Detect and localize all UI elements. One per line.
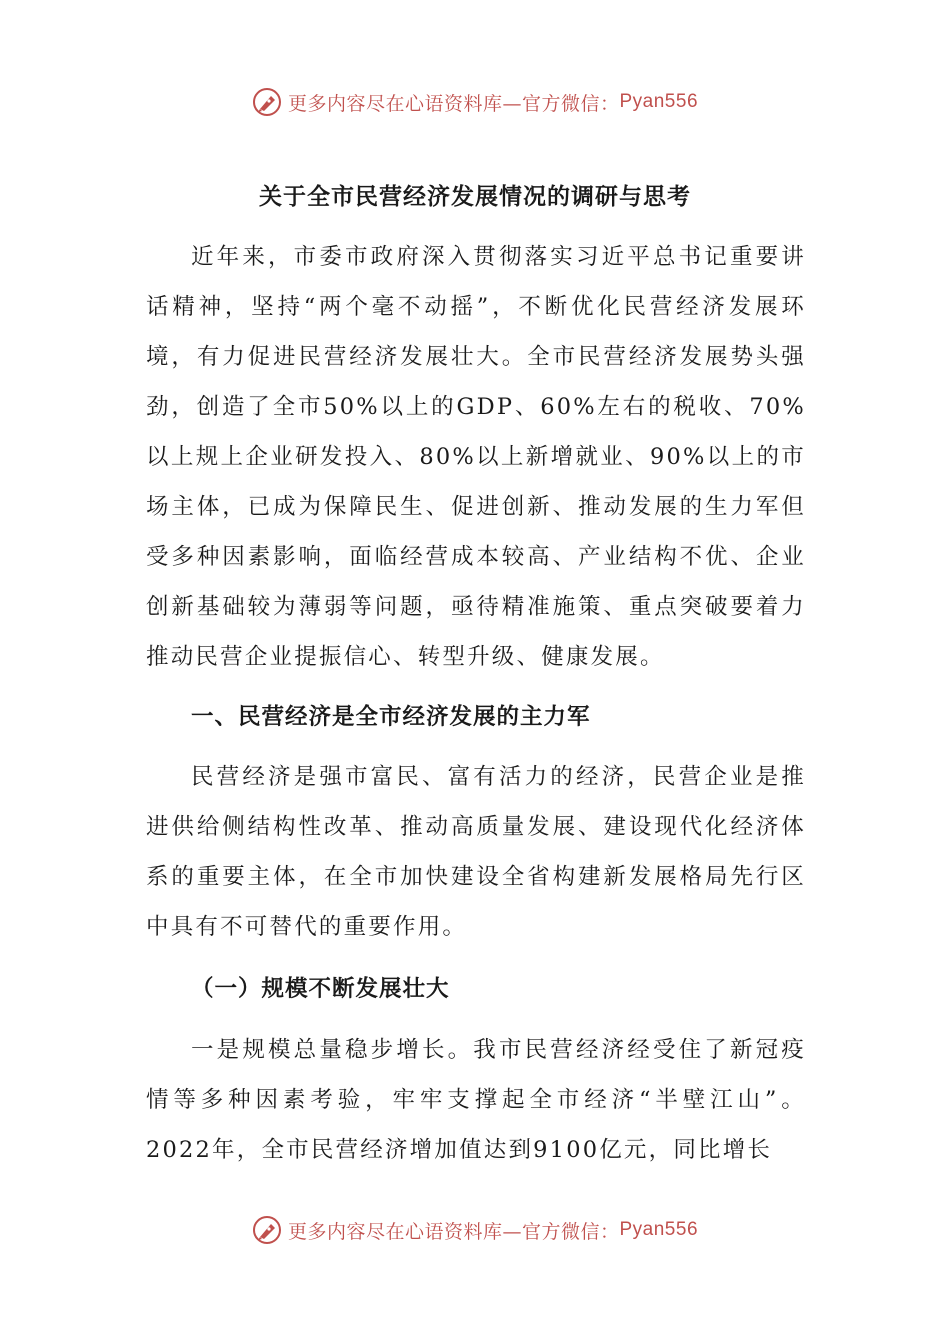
subsection-one-body — [146, 1025, 806, 1175]
intro-paragraph: 近年来，市委市政府深入贯彻落实习近平总书记重要讲话精神，坚持“两个毫不动摇”，不断优化民营经济发展环境，有力促进民营经济发展壮大。全市民营经济发展势头强劲，创造了全市50%以上的GDP、60%左右的税收、70%以上规上企业研发投入、80%以上新增就业、90%以上的市场主体，已成为保障民生、促进创新、推动发展的生力军但受多种因素影响，面临经营成本较高、产业结构不优、企业创新基础较为薄弱等问题，亟待精准施策、重点突破要着力推动民营企业提振信心、转型升级、健康发展。 — [146, 244, 806, 670]
watermark-wechat-id: Pyan556 — [619, 1219, 699, 1240]
footer-watermark — [0, 1210, 950, 1250]
watermark-text: 更多内容尽在心语资料库—官方微信： — [287, 92, 620, 115]
watermark-text: 更多内容尽在心语资料库—官方微信： — [287, 1220, 620, 1243]
watermark-wechat-id: Pyan556 — [619, 91, 699, 112]
subsection-one-paragraph: 一是规模总量稳步增长。我市民营经济经受住了新冠疫情等多种因素考验，牢牢支撑起全市经济“半壁江山”。2022年，全市民营经济增加值达到9100亿元，同比增长 — [146, 1037, 806, 1163]
subsection-one-heading: （一）规模不断发展壮大 — [191, 976, 450, 1002]
section-one — [146, 692, 806, 742]
pen-nib-icon — [252, 87, 282, 117]
subsection-one — [146, 964, 806, 1014]
document-title: 关于全市民营经济发展情况的调研与思考 — [259, 183, 691, 210]
section-one-heading: 一、民营经济是全市经济发展的主力军 — [191, 704, 591, 730]
section-one-body — [146, 752, 806, 952]
pen-nib-icon — [252, 1215, 282, 1245]
header-watermark — [0, 82, 950, 122]
intro-section — [146, 232, 806, 682]
section-one-paragraph: 民营经济是强市富民、富有活力的经济，民营企业是推进供给侧结构性改革、推动高质量发展、建设现代化经济体系的重要主体，在全市加快建设全省构建新发展格局先行区中具有不可替代的重要作用。 — [146, 764, 806, 940]
